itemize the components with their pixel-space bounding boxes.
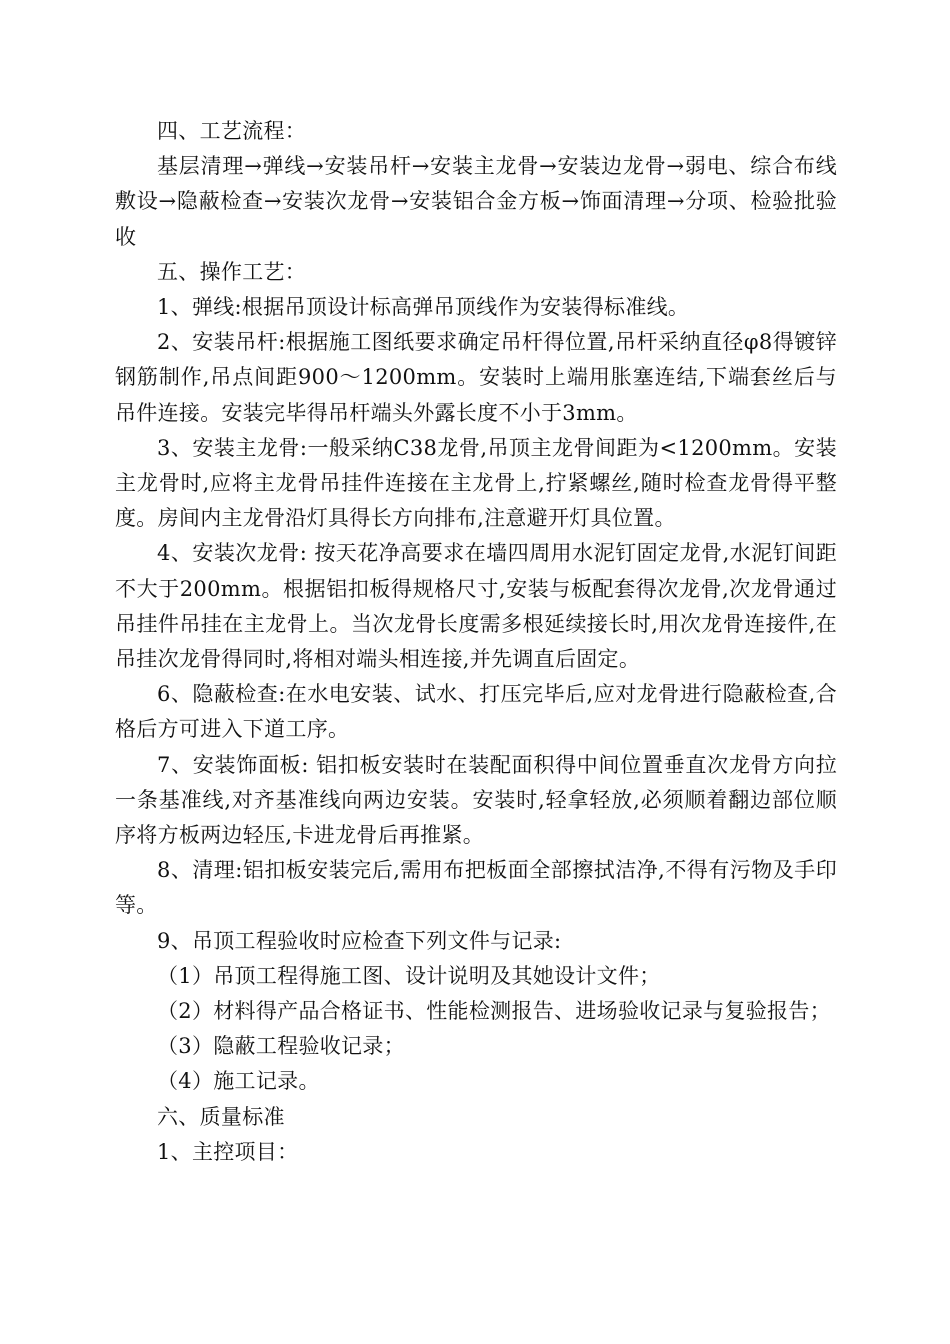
section-heading-quality-standard: 六、质量标准 bbox=[157, 1104, 285, 1129]
step-snap-line: 1、弹线:根据吊顶设计标高弹吊顶线作为安装得标准线。 bbox=[157, 295, 690, 320]
step-acceptance-documents: 9、吊顶工程验收时应检查下列文件与记录: bbox=[157, 928, 562, 953]
process-flow-text: 基层清理→弹线→安装吊杆→安装主龙骨→安装边龙骨→弱电、综合布线敷设→隐蔽检查→安装次龙骨→安装铝合金方板→饰面清理→分项、检验批验收 bbox=[115, 154, 837, 249]
document-body bbox=[115, 114, 837, 1170]
section-heading-process-flow: 四、工艺流程： bbox=[157, 119, 307, 143]
step-install-main-keel: 3、安装主龙骨:一般采纳C38龙骨,吊顶主龙骨间距为<1200mm。安装主龙骨时,应将主龙骨吊挂件连接在主龙骨上,拧紧螺丝,随时检查龙骨得平整度。房间内主龙骨沿灯具得长方向排布,注意避开灯具位置。 bbox=[115, 435, 837, 531]
document-list-item: （2）材料得产品合格证书、性能检测报告、进场验收记录与复验报告； bbox=[157, 999, 831, 1024]
step-cleaning: 8、清理:铝扣板安装完后,需用布把板面全部擦拭洁净,不得有污物及手印等。 bbox=[115, 858, 837, 918]
section-heading-operation: 五、操作工艺： bbox=[157, 259, 307, 284]
step-install-secondary-keel: 4、安装次龙骨: 按天花净高要求在墙四周用水泥钉固定龙骨,水泥钉间距不大于200mm。根据铝扣板得规格尺寸,安装与板配套得次龙骨,次龙骨通过吊挂件吊挂在主龙骨上。当次龙骨长度需多根延续接长时,用次龙骨连接件,在吊挂次龙骨得同时,将相对端头相连接,并先调直后固定。 bbox=[115, 541, 837, 672]
step-install-panels: 7、安装饰面板: 铝扣板安装时在装配面积得中间位置垂直次龙骨方向拉一条基准线,对齐基准线向两边安装。安装时,轻拿轻放,必须顺着翻边部位顺序将方板两边轻压,卡进龙骨后再推紧。 bbox=[115, 752, 837, 848]
step-concealed-inspection: 6、隐蔽检查:在水电安装、试水、打压完毕后,应对龙骨进行隐蔽检查,合格后方可进入下道工序。 bbox=[115, 682, 837, 742]
subheading-main-control-items: 1、主控项目： bbox=[157, 1139, 299, 1164]
document-list-item: （1）吊顶工程得施工图、设计说明及其她设计文件； bbox=[157, 963, 661, 988]
step-install-hanger-rod: 2、安装吊杆:根据施工图纸要求确定吊杆得位置,吊杆采纳直径φ8得镀锌钢筋制作,吊点间距900～1200mm。安装时上端用胀塞连结,下端套丝后与吊件连接。安装完毕得吊杆端头外露长度不小于3mm。 bbox=[115, 330, 837, 425]
document-list-item: （3）隐蔽工程验收记录； bbox=[157, 1034, 405, 1059]
document-list-item: （4）施工记录。 bbox=[157, 1069, 320, 1094]
